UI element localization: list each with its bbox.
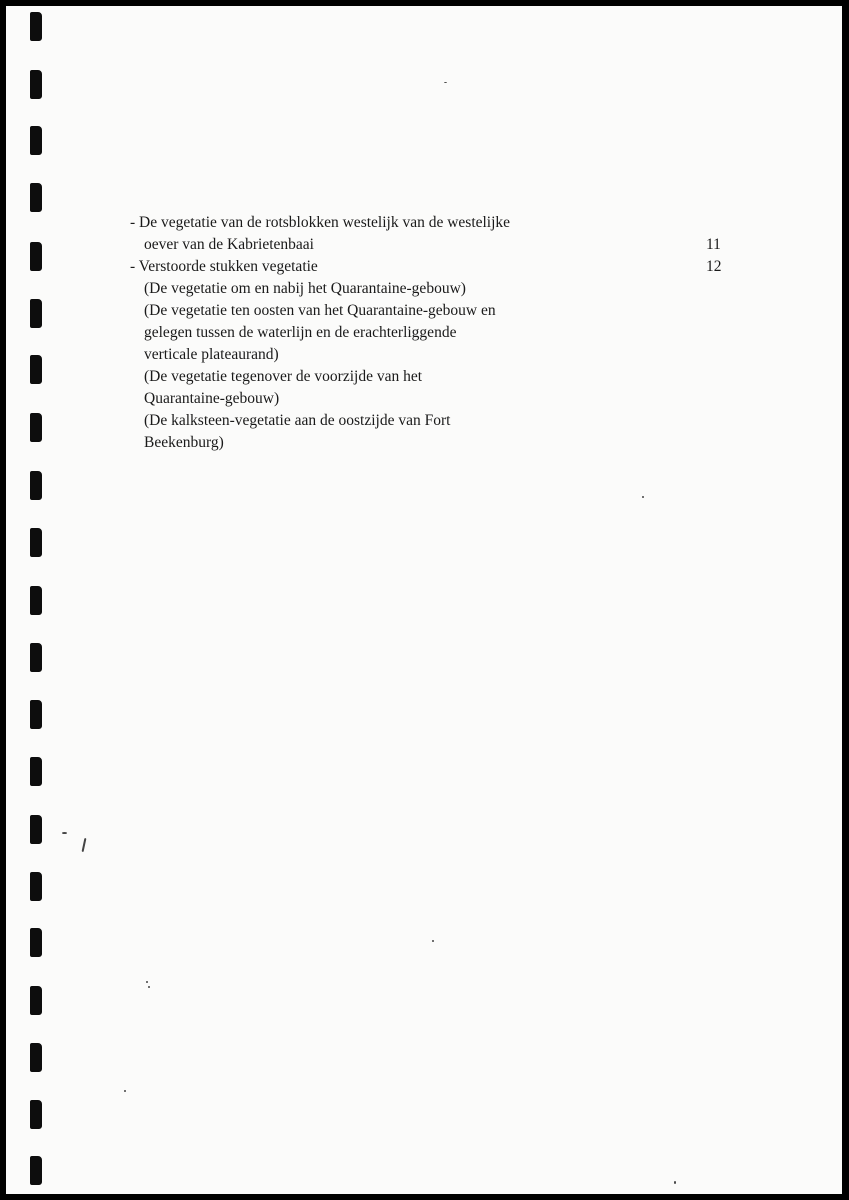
toc-entry <box>130 256 730 278</box>
scan-speck <box>82 838 87 852</box>
toc-entry <box>130 410 730 432</box>
binding-hole <box>30 70 42 99</box>
binding-hole <box>30 528 42 557</box>
toc-entry-text: (De kalksteen-vegetatie aan de oostzijde van Fort <box>144 412 451 429</box>
binding-hole <box>30 471 42 500</box>
binding-hole <box>30 986 42 1015</box>
scan-speck <box>62 832 67 834</box>
binding-hole <box>30 586 42 615</box>
toc-entry-text: - Verstoorde stukken vegetatie <box>130 258 318 275</box>
binding-hole <box>30 183 42 212</box>
toc-entry-text: - De vegetatie van de rotsblokken westelijk van de westelijke <box>130 214 511 231</box>
toc-page-number: 12 <box>706 258 722 275</box>
binding-hole <box>30 872 42 901</box>
toc-entry-text: gelegen tussen de waterlijn en de erachterliggende <box>144 324 457 341</box>
document-page <box>6 6 842 1194</box>
binding-hole <box>30 1100 42 1129</box>
binding-hole <box>30 700 42 729</box>
toc-entry-text: Beekenburg) <box>144 434 224 451</box>
toc-page-number: 11 <box>706 236 721 253</box>
toc-entry <box>130 432 730 454</box>
toc-entry-text: verticale plateaurand) <box>144 346 279 363</box>
scan-speck <box>124 1090 126 1092</box>
scan-speck <box>148 986 150 988</box>
scan-speck <box>674 1181 676 1184</box>
toc-entry <box>130 388 730 410</box>
table-of-contents <box>130 212 730 454</box>
scan-speck <box>444 82 447 83</box>
toc-entry <box>130 366 730 388</box>
toc-entry-text: (De vegetatie ten oosten van het Quarantaine-gebouw en <box>144 302 496 319</box>
binding-hole <box>30 12 42 41</box>
toc-entry <box>130 322 730 344</box>
toc-entry <box>130 278 730 300</box>
toc-entry-text: oever van de Kabrietenbaai <box>144 236 314 253</box>
binding-hole <box>30 126 42 155</box>
toc-entry <box>130 234 730 256</box>
toc-entry-text: Quarantaine-gebouw) <box>144 390 280 407</box>
binding-hole <box>30 413 42 442</box>
scan-speck <box>432 940 434 942</box>
toc-entry <box>130 300 730 322</box>
binding-hole <box>30 242 42 271</box>
toc-entry <box>130 344 730 366</box>
scan-speck <box>642 496 644 498</box>
binding-hole <box>30 1156 42 1185</box>
toc-entry <box>130 212 730 234</box>
binding-hole <box>30 355 42 384</box>
binding-hole <box>30 643 42 672</box>
binding-hole <box>30 1043 42 1072</box>
binding-hole <box>30 928 42 957</box>
binding-hole <box>30 757 42 786</box>
scan-speck <box>146 981 148 983</box>
binding-hole <box>30 299 42 328</box>
binding-hole <box>30 815 42 844</box>
toc-entry-text: (De vegetatie tegenover de voorzijde van het <box>144 368 423 385</box>
toc-entry-text: (De vegetatie om en nabij het Quarantaine-gebouw) <box>144 280 466 297</box>
